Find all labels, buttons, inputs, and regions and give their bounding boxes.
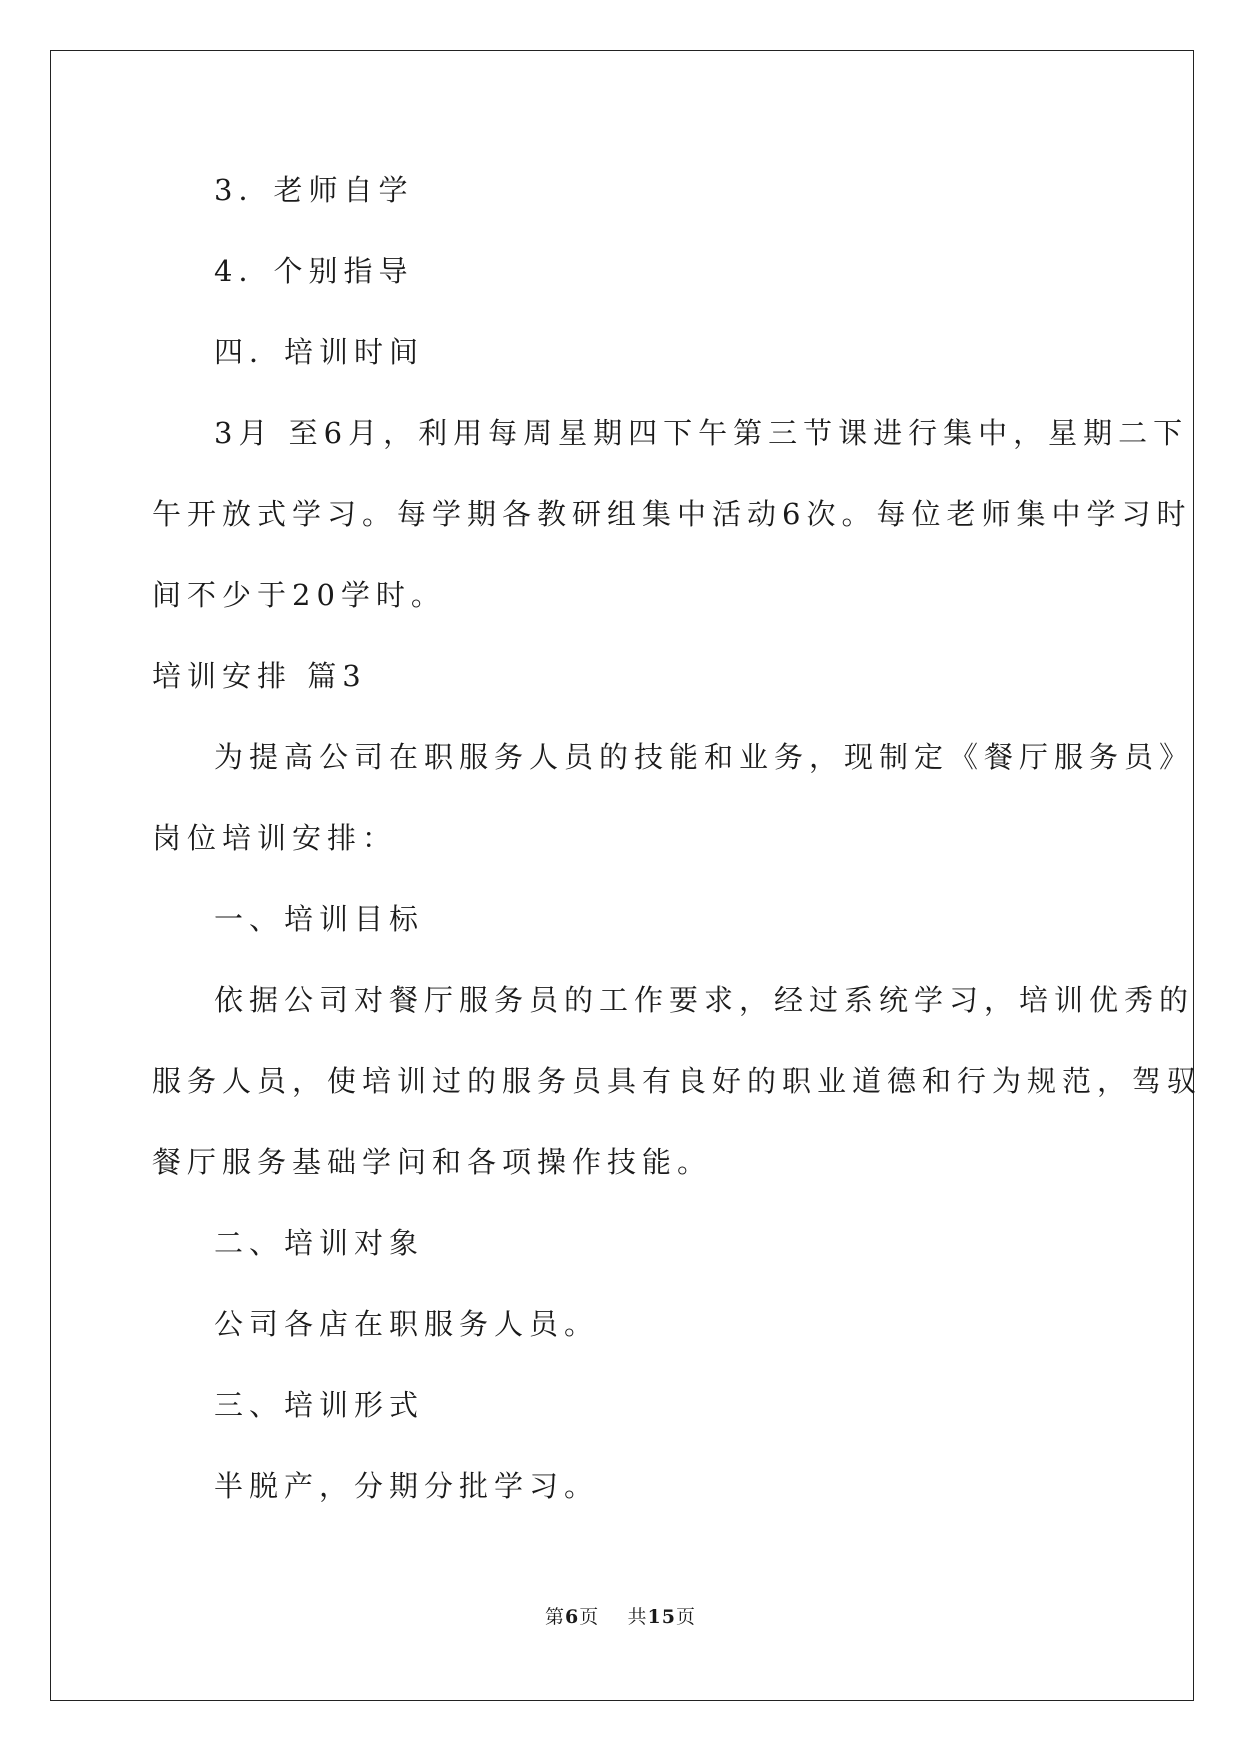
footer-total-prefix: 共 bbox=[627, 1606, 648, 1628]
list-item-individual-guidance: 4．个别指导 bbox=[214, 254, 414, 288]
section-heading-training-format: 三、培训形式 bbox=[214, 1388, 425, 1422]
paragraph-line: 3月 至6月，利用每周星期四下午第三节课进行集中，星期二下 bbox=[214, 416, 1189, 450]
total-pages-number: 15 bbox=[647, 1606, 676, 1628]
paragraph-line: 半脱产，分期分批学习。 bbox=[214, 1469, 600, 1503]
section-heading-training-time: 四．培训时间 bbox=[214, 335, 425, 369]
footer-page-unit: 页 bbox=[579, 1606, 600, 1628]
paragraph-line: 餐厅服务基础学问和各项操作技能。 bbox=[152, 1145, 713, 1179]
paragraph-line: 间不少于20学时。 bbox=[152, 578, 446, 612]
footer-total-unit: 页 bbox=[675, 1606, 696, 1628]
page-footer bbox=[0, 1602, 1241, 1629]
section-heading-training-goals: 一、培训目标 bbox=[214, 902, 425, 936]
section-heading-training-audience: 二、培训对象 bbox=[214, 1226, 425, 1260]
paragraph-line: 午开放式学习。每学期各教研组集中活动6次。每位老师集中学习时 bbox=[152, 497, 1192, 531]
paragraph-line: 岗位培训安排： bbox=[152, 821, 398, 855]
current-page-number: 6 bbox=[565, 1606, 580, 1628]
paragraph-line: 依据公司对餐厅服务员的工作要求，经过系统学习，培训优秀的 bbox=[214, 983, 1195, 1017]
article-heading: 培训安排 篇3 bbox=[152, 659, 367, 693]
page-border bbox=[50, 50, 1194, 1701]
paragraph-line: 为提高公司在职服务人员的技能和业务，现制定《餐厅服务员》 bbox=[214, 740, 1195, 774]
paragraph-line: 服务人员，使培训过的服务员具有良好的职业道德和行为规范，驾驭 bbox=[152, 1064, 1203, 1098]
paragraph-line: 公司各店在职服务人员。 bbox=[214, 1307, 600, 1341]
footer-prefix: 第 bbox=[545, 1606, 566, 1628]
list-item-teacher-self-study: 3．老师自学 bbox=[214, 173, 414, 207]
